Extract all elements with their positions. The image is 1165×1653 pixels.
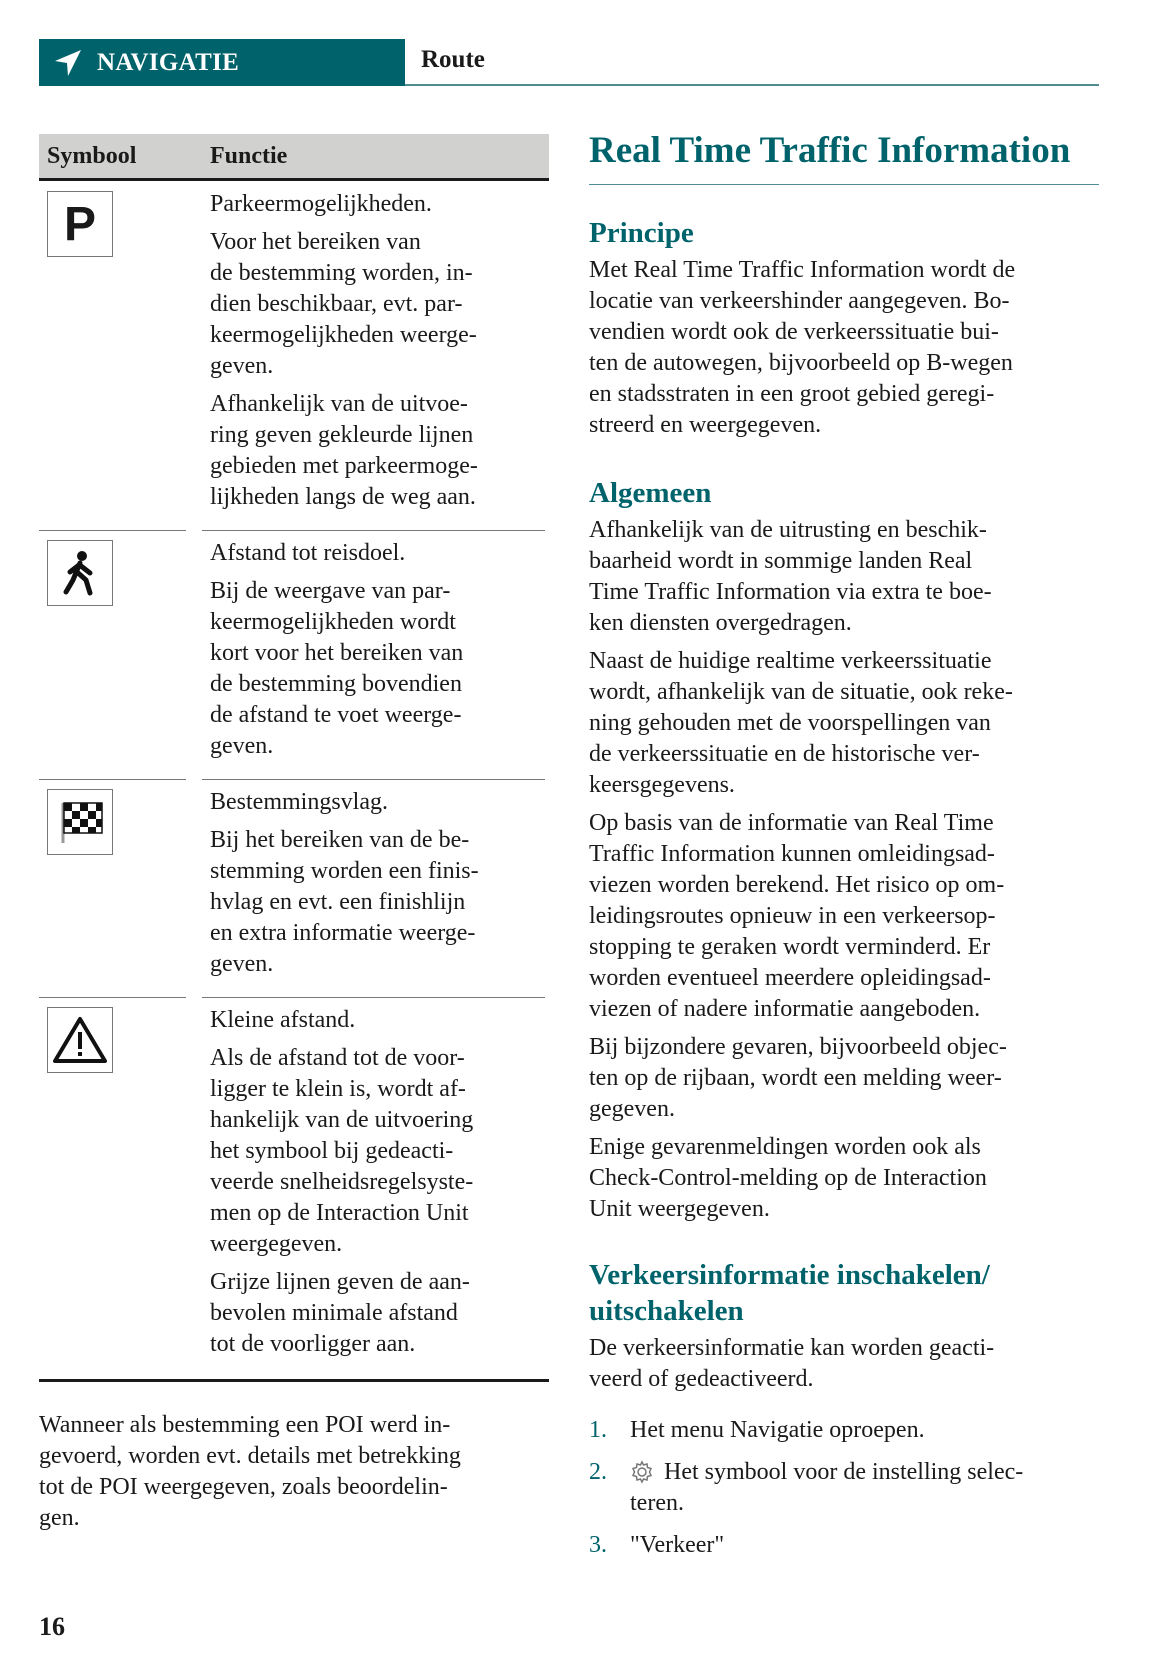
row-title: Afstand tot reisdoel. [210, 540, 406, 566]
list-item: 1. Het menu Navigatie oproepen. [589, 1417, 925, 1443]
table-row [39, 181, 549, 530]
heading-algemeen: Algemeen [589, 477, 712, 509]
paragraph: De verkeersinformatie kan worden geacti- veerd of gedeactiveerd. [589, 1335, 995, 1392]
row-description: Bij de weergave van par- keermogelijkheden wordt kort voor het bereiken van de bestemming bovendien de afstand te voet weerge- geven. [210, 578, 464, 759]
paragraph: Enige gevarenmeldingen worden ook als Check-Control-melding op de Interaction Unit weergegeven. [589, 1134, 987, 1222]
table-row [39, 530, 549, 779]
subsection-title: Route [421, 46, 485, 73]
page-number: 16 [39, 1612, 65, 1641]
column-header-symbol: Symbool [47, 142, 137, 169]
list-item: 3. "Verkeer" [589, 1532, 725, 1558]
poi-note: Wanneer als bestemming een POI werd in- gevoerd, worden evt. details met betrekking tot de POI weergegeven, zoals beoordelin- gen. [39, 1412, 461, 1531]
row-description: Grijze lijnen geven de aan- bevolen minimale afstand tot de voorligger aan. [210, 1269, 470, 1357]
settings-gear-icon [630, 1460, 654, 1484]
header-rule [405, 84, 1099, 86]
section-heading: Real Time Traffic Information [589, 128, 1099, 185]
row-description: Voor het bereiken van de bestemming worden, in- dien beschikbaar, evt. par- keermogelijkheden weerge- geven. [210, 229, 477, 379]
rtti-section [589, 128, 1099, 1572]
section-header [39, 39, 405, 86]
symbol-table [39, 134, 549, 1541]
steps-list [589, 1415, 1099, 1561]
heading-toggle: Verkeersinformatie inschakelen/ uitschakelen [589, 1259, 990, 1327]
row-description: Bij het bereiken van de be- stemming worden een finis- hvlag en evt. een finishlijn en extra informatie weerge- geven. [210, 827, 479, 977]
table-bottom-rule [39, 1379, 549, 1382]
paragraph: Met Real Time Traffic Information wordt de locatie van verkeershinder aangegeven. Bo- vendien wordt ook de verkeerssituatie bui- ten de autowegen, bijvoorbeeld op B-wegen en stadsstraten in een groot gebied geregi- streerd en weergegeven. [589, 257, 1016, 438]
table-row [39, 779, 549, 997]
table-row [39, 997, 549, 1377]
list-item: 2. Het symbool voor de instelling selec- teren. [589, 1459, 1024, 1516]
row-description: Als de afstand tot de voor- ligger te klein is, wordt af- hankelijk van de uitvoering het symbool bij gedeacti- veerde snelheidsregelsyste- men op de Interaction Unit weergegeven. [210, 1045, 474, 1257]
table-header [39, 134, 549, 181]
paragraph: Op basis van de informatie van Real Time Traffic Information kunnen omleidingsad- viezen worden berekend. Het risico op om- leidingsroutes opnieuw in een verkeersop- stopping te geraken wordt verminderd. Er worden eventueel meerdere opleidingsad- viezen of nadere informatie aangeboden. [589, 810, 1005, 1022]
row-title: Kleine afstand. [210, 1007, 356, 1033]
row-description: Afhankelijk van de uitvoe- ring geven gekleurde lijnen gebieden met parkeermoge- lijkheden langs de weg aan. [210, 391, 478, 510]
section-title: NAVIGATIE [97, 48, 240, 76]
paragraph: Naast de huidige realtime verkeerssituatie wordt, afhankelijk van de situatie, ook reke- ning gehouden met de voorspellingen van de verkeerssituatie en de historische ver- keersgegevens. [589, 648, 1013, 798]
warning-triangle-icon [47, 1007, 113, 1073]
parking-icon: P [47, 191, 113, 257]
checkered-flag-icon [47, 789, 113, 855]
heading-principe: Principe [589, 217, 694, 249]
pedestrian-icon [47, 540, 113, 606]
row-title: Parkeermogelijkheden. [210, 191, 432, 217]
column-header-function: Functie [210, 142, 288, 169]
paragraph: Bij bijzondere gevaren, bijvoorbeeld objec- ten op de rijbaan, wordt een melding weer- gegeven. [589, 1034, 1007, 1122]
paragraph: Afhankelijk van de uitrusting en beschik- baarheid wordt in sommige landen Real Time Traffic Information via extra te boe- ken diensten overgedragen. [589, 517, 992, 636]
navigation-arrow-icon [53, 48, 83, 78]
row-title: Bestemmingsvlag. [210, 789, 388, 815]
